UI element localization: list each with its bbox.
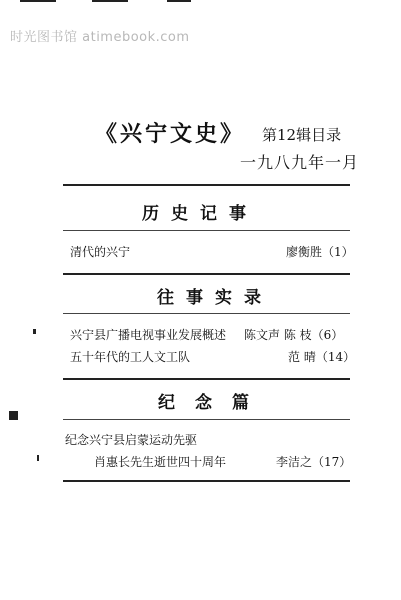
- toc-entry-author-page: 李洁之（17）: [276, 455, 352, 469]
- toc-entry-author-page: 陈文声 陈 枝（6）: [244, 328, 344, 342]
- publication-date: 一九八九年一月: [240, 153, 360, 172]
- issue-label: 第12辑目录: [262, 126, 342, 144]
- watermark: 时光图书馆 atimebook.com: [10, 30, 190, 45]
- section-heading-recollections: 往事实录: [157, 288, 273, 308]
- toc-entry-author-page: 廖衡胜（1）: [286, 245, 354, 259]
- toc-entry-author-page: 范 晴（14）: [288, 350, 356, 364]
- divider-1: [63, 184, 350, 186]
- divider-4: [63, 313, 350, 314]
- toc-entry-title: 兴宁县广播电视事业发展概述: [70, 328, 227, 342]
- divider-5: [63, 378, 350, 380]
- toc-entry-title: 肖惠长先生逝世四十周年: [94, 455, 227, 469]
- margin-tick-mark: [33, 329, 36, 334]
- margin-tick-mark: [37, 455, 39, 461]
- divider-6: [63, 419, 350, 420]
- top-edge-mark-1: [20, 0, 56, 2]
- top-edge-mark-2: [92, 0, 128, 2]
- section-heading-commemoration: 纪念篇: [158, 393, 269, 413]
- page-title: 《兴宁文史》: [95, 121, 246, 147]
- section-heading-history: 历史记事: [142, 204, 258, 224]
- divider-7: [63, 480, 350, 482]
- divider-2: [63, 230, 350, 231]
- divider-3: [63, 273, 350, 275]
- toc-entry-title: 纪念兴宁县启蒙运动先驱: [65, 433, 198, 447]
- margin-block-mark: [9, 411, 18, 420]
- toc-entry-title: 五十年代的工人文工队: [70, 350, 191, 364]
- top-edge-mark-3: [167, 0, 191, 2]
- toc-entry-title: 清代的兴宁: [70, 245, 131, 259]
